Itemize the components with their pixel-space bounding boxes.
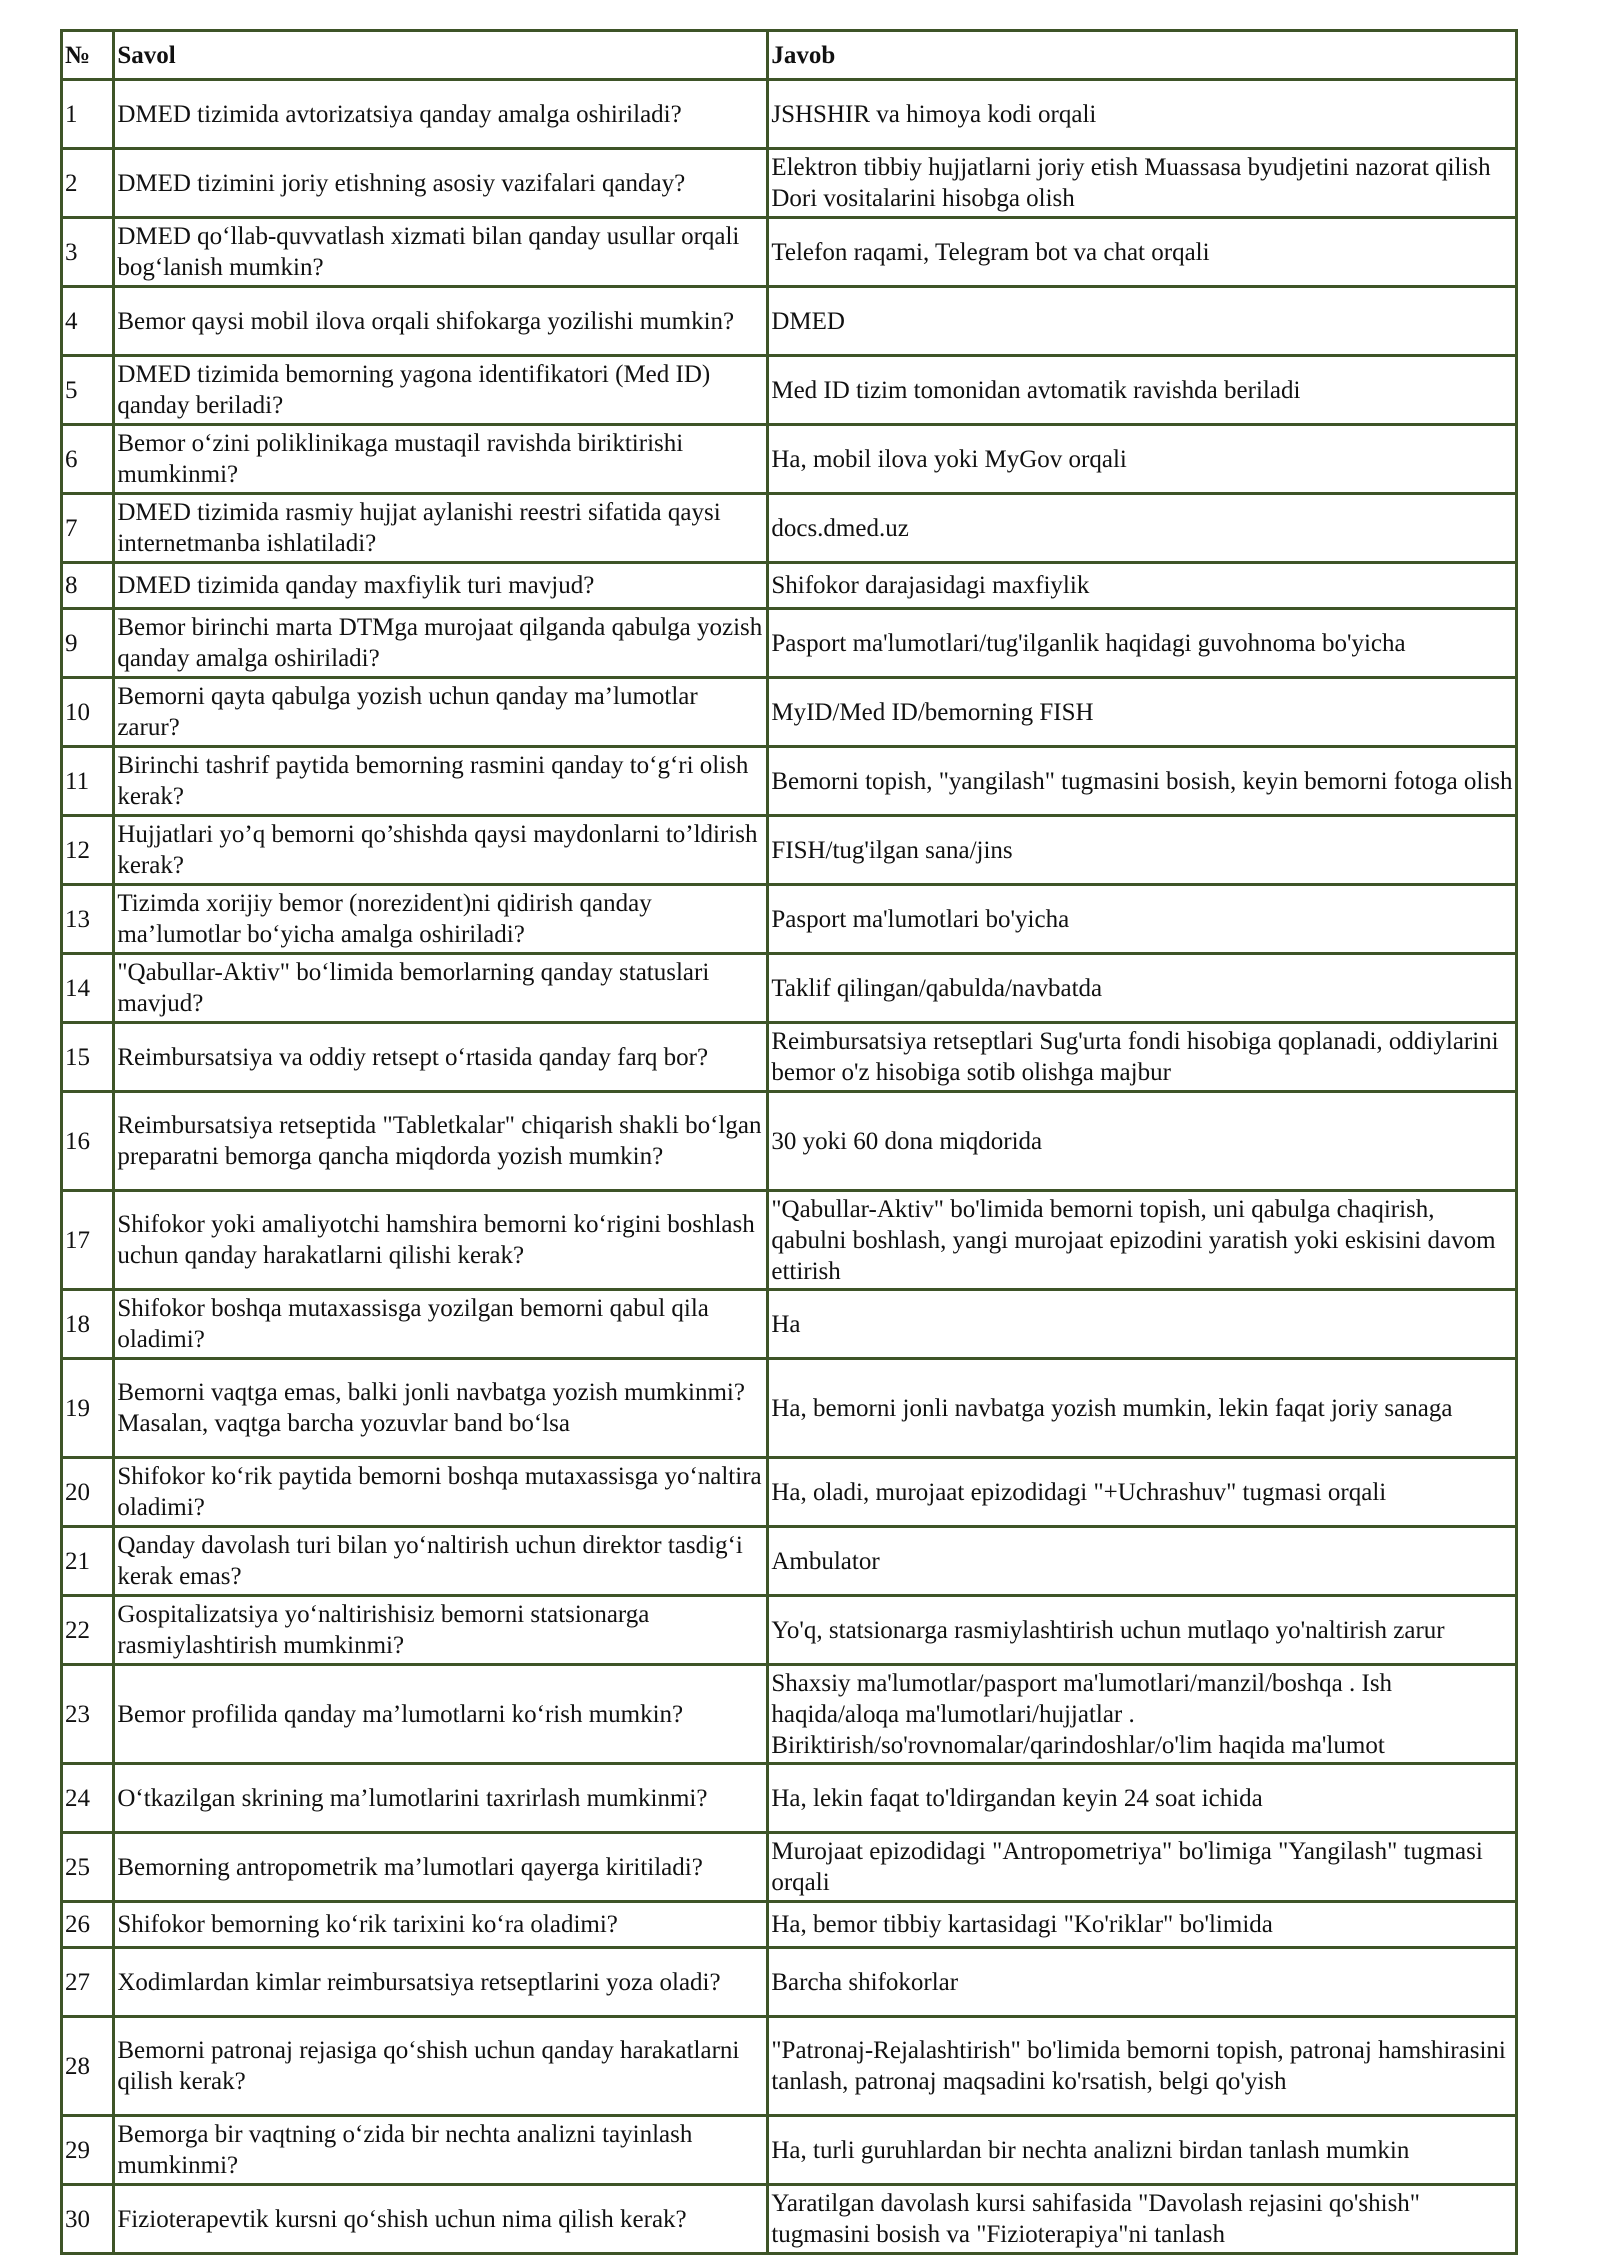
answer-cell: Bemorni topish, "yangilash" tugmasini bosish, keyin bemorni fotoga olish — [768, 747, 1517, 816]
answer-cell: Yaratilgan davolash kursi sahifasida "Davolash rejasini qo'shish" tugmasini bosish va "Fizioterapiya"ni tanlash — [768, 2185, 1517, 2254]
answer-cell: Telefon raqami, Telegram bot va chat orqali — [768, 218, 1517, 287]
table-row — [62, 2185, 1517, 2254]
header-number: № — [62, 31, 114, 80]
answer-cell: "Qabullar-Aktiv" bo'limida bemorni topish, uni qabulga chaqirish, qabulni boshlash, yangi murojaat epizodini yaratish yoki eskisini davom ettirish — [768, 1191, 1517, 1290]
answer-cell: JSHSHIR va himoya kodi orqali — [768, 80, 1517, 149]
answer-cell: Ha, bemor tibbiy kartasidagi "Ko'riklar" bo'limida — [768, 1902, 1517, 1948]
row-number: 2 — [62, 149, 114, 218]
answer-cell: FISH/tug'ilgan sana/jins — [768, 816, 1517, 885]
question-cell: "Qabullar-Aktiv" bo‘limida bemorlarning qanday statuslari mavjud? — [114, 954, 768, 1023]
answer-cell: Shaxsiy ma'lumotlar/pasport ma'lumotlari/manzil/boshqa . Ish haqida/aloqa ma'lumotlari/hujjatlar . Biriktirish/so'rovnomalar/qarindoshlar/o'lim haqida ma'lumot — [768, 1665, 1517, 1764]
table-row — [62, 2116, 1517, 2185]
header-question: Savol — [114, 31, 768, 80]
answer-cell: Ha, bemorni jonli navbatga yozish mumkin, lekin faqat joriy sanaga — [768, 1359, 1517, 1458]
row-number: 25 — [62, 1833, 114, 1902]
table-row — [62, 747, 1517, 816]
answer-cell: Pasport ma'lumotlari bo'yicha — [768, 885, 1517, 954]
table-row — [62, 2017, 1517, 2116]
table-row — [62, 1948, 1517, 2017]
table-row — [62, 1458, 1517, 1527]
row-number: 20 — [62, 1458, 114, 1527]
table-body — [62, 80, 1517, 2254]
question-cell: Gospitalizatsiya yo‘naltirishisiz bemorni statsionarga rasmiylashtirish mumkinmi? — [114, 1596, 768, 1665]
answer-cell: Reimbursatsiya retseptlari Sug'urta fondi hisobiga qoplanadi, oddiylarini bemor o'z hisobiga sotib olishga majbur — [768, 1023, 1517, 1092]
table-row — [62, 1290, 1517, 1359]
question-cell: Bemor birinchi marta DTMga murojaat qilganda qabulga yozish qanday amalga oshiriladi? — [114, 609, 768, 678]
row-number: 6 — [62, 425, 114, 494]
row-number: 5 — [62, 356, 114, 425]
answer-cell: DMED — [768, 287, 1517, 356]
answer-cell: Ambulator — [768, 1527, 1517, 1596]
answer-cell: Ha, oladi, murojaat epizodidagi "+Uchrashuv" tugmasi orqali — [768, 1458, 1517, 1527]
answer-cell: Taklif qilingan/qabulda/navbatda — [768, 954, 1517, 1023]
question-cell: Shifokor bemorning ko‘rik tarixini ko‘ra oladimi? — [114, 1902, 768, 1948]
answer-cell: Ha — [768, 1290, 1517, 1359]
answer-cell: Barcha shifokorlar — [768, 1948, 1517, 2017]
question-cell: DMED tizimini joriy etishning asosiy vazifalari qanday? — [114, 149, 768, 218]
question-cell: Shifokor yoki amaliyotchi hamshira bemorni ko‘rigini boshlash uchun qanday harakatlarni qilishi kerak? — [114, 1191, 768, 1290]
row-number: 18 — [62, 1290, 114, 1359]
question-cell: Tizimda xorijiy bemor (norezident)ni qidirish qanday ma’lumotlar bo‘yicha amalga oshiriladi? — [114, 885, 768, 954]
answer-cell: MyID/Med ID/bemorning FISH — [768, 678, 1517, 747]
table-row — [62, 885, 1517, 954]
question-cell: Shifokor boshqa mutaxassisga yozilgan bemorni qabul qila oladimi? — [114, 1290, 768, 1359]
row-number: 24 — [62, 1764, 114, 1833]
question-cell: Bemorning antropometrik ma’lumotlari qayerga kiritiladi? — [114, 1833, 768, 1902]
answer-cell: "Patronaj-Rejalashtirish" bo'limida bemorni topish, patronaj hamshirasini tanlash, patronaj maqsadini ko'rsatish, belgi qo'yish — [768, 2017, 1517, 2116]
question-cell: O‘tkazilgan skrining ma’lumotlarini taxrirlash mumkinmi? — [114, 1764, 768, 1833]
question-cell: Bemorni vaqtga emas, balki jonli navbatga yozish mumkinmi? Masalan, vaqtga barcha yozuvlar band bo‘lsa — [114, 1359, 768, 1458]
question-cell: Hujjatlari yo’q bemorni qo’shishda qaysi maydonlarni to’ldirish kerak? — [114, 816, 768, 885]
question-cell: Bemor qaysi mobil ilova orqali shifokarga yozilishi mumkin? — [114, 287, 768, 356]
answer-cell: Yo'q, statsionarga rasmiylashtirish uchun mutlaqo yo'naltirish zarur — [768, 1596, 1517, 1665]
answer-cell: docs.dmed.uz — [768, 494, 1517, 563]
table-row — [62, 1833, 1517, 1902]
row-number: 15 — [62, 1023, 114, 1092]
question-cell: Shifokor ko‘rik paytida bemorni boshqa mutaxassisga yo‘naltira oladimi? — [114, 1458, 768, 1527]
table-row — [62, 494, 1517, 563]
answer-cell: Pasport ma'lumotlari/tug'ilganlik haqidagi guvohnoma bo'yicha — [768, 609, 1517, 678]
table-row — [62, 287, 1517, 356]
table-row — [62, 218, 1517, 287]
question-cell: Bemorni qayta qabulga yozish uchun qanday ma’lumotlar zarur? — [114, 678, 768, 747]
table-row — [62, 609, 1517, 678]
answer-cell: Ha, mobil ilova yoki MyGov orqali — [768, 425, 1517, 494]
answer-cell: Shifokor darajasidagi maxfiylik — [768, 563, 1517, 609]
row-number: 10 — [62, 678, 114, 747]
header-answer: Javob — [768, 31, 1517, 80]
question-cell: Bemorni patronaj rejasiga qo‘shish uchun qanday harakatlarni qilish kerak? — [114, 2017, 768, 2116]
answer-cell: Murojaat epizodidagi "Antropometriya" bo'limiga "Yangilash" tugmasi orqali — [768, 1833, 1517, 1902]
row-number: 21 — [62, 1527, 114, 1596]
answer-cell: Ha, lekin faqat to'ldirgandan keyin 24 soat ichida — [768, 1764, 1517, 1833]
answer-cell: 30 yoki 60 dona miqdorida — [768, 1092, 1517, 1191]
table-row — [62, 425, 1517, 494]
question-cell: DMED tizimida qanday maxfiylik turi mavjud? — [114, 563, 768, 609]
table-row — [62, 563, 1517, 609]
row-number: 13 — [62, 885, 114, 954]
table-row — [62, 1665, 1517, 1764]
row-number: 8 — [62, 563, 114, 609]
table-row — [62, 1596, 1517, 1665]
row-number: 27 — [62, 1948, 114, 2017]
row-number: 30 — [62, 2185, 114, 2254]
question-cell: DMED qo‘llab-quvvatlash xizmati bilan qanday usullar orqali bog‘lanish mumkin? — [114, 218, 768, 287]
question-cell: Xodimlardan kimlar reimbursatsiya retseptlarini yoza oladi? — [114, 1948, 768, 2017]
question-cell: Bemor profilida qanday ma’lumotlarni ko‘rish mumkin? — [114, 1665, 768, 1764]
question-cell: DMED tizimida bemorning yagona identifikatori (Med ID) qanday beriladi? — [114, 356, 768, 425]
row-number: 1 — [62, 80, 114, 149]
table-row — [62, 356, 1517, 425]
table-row — [62, 816, 1517, 885]
row-number: 12 — [62, 816, 114, 885]
question-cell: Reimbursatsiya va oddiy retsept o‘rtasida qanday farq bor? — [114, 1023, 768, 1092]
row-number: 29 — [62, 2116, 114, 2185]
question-cell: Fizioterapevtik kursni qo‘shish uchun nima qilish kerak? — [114, 2185, 768, 2254]
table-row — [62, 678, 1517, 747]
question-cell: Birinchi tashrif paytida bemorning rasmini qanday to‘g‘ri olish kerak? — [114, 747, 768, 816]
answer-cell: Elektron tibbiy hujjatlarni joriy etish Muassasa byudjetini nazorat qilish Dori vositalarini hisobga olish — [768, 149, 1517, 218]
answer-cell: Med ID tizim tomonidan avtomatik ravishda beriladi — [768, 356, 1517, 425]
row-number: 3 — [62, 218, 114, 287]
table-row — [62, 1902, 1517, 1948]
row-number: 14 — [62, 954, 114, 1023]
table-row — [62, 1359, 1517, 1458]
header-row — [62, 31, 1517, 80]
row-number: 4 — [62, 287, 114, 356]
table-row — [62, 1092, 1517, 1191]
row-number: 16 — [62, 1092, 114, 1191]
table-row — [62, 80, 1517, 149]
table-row — [62, 1191, 1517, 1290]
question-cell: Reimbursatsiya retseptida "Tabletkalar" chiqarish shakli bo‘lgan preparatni bemorga qancha miqdorda yozish mumkin? — [114, 1092, 768, 1191]
row-number: 7 — [62, 494, 114, 563]
row-number: 23 — [62, 1665, 114, 1764]
question-cell: Bemor o‘zini poliklinikaga mustaqil ravishda biriktirishi mumkinmi? — [114, 425, 768, 494]
row-number: 26 — [62, 1902, 114, 1948]
table-row — [62, 1023, 1517, 1092]
row-number: 17 — [62, 1191, 114, 1290]
table-row — [62, 149, 1517, 218]
row-number: 28 — [62, 2017, 114, 2116]
row-number: 19 — [62, 1359, 114, 1458]
table-row — [62, 1764, 1517, 1833]
row-number: 22 — [62, 1596, 114, 1665]
question-cell: DMED tizimida rasmiy hujjat aylanishi reestri sifatida qaysi internetmanba ishlatiladi? — [114, 494, 768, 563]
row-number: 11 — [62, 747, 114, 816]
question-cell: Qanday davolash turi bilan yo‘naltirish uchun direktor tasdig‘i kerak emas? — [114, 1527, 768, 1596]
answer-cell: Ha, turli guruhlardan bir nechta analizni birdan tanlash mumkin — [768, 2116, 1517, 2185]
qa-table — [60, 29, 1518, 2255]
question-cell: Bemorga bir vaqtning o‘zida bir nechta analizni tayinlash mumkinmi? — [114, 2116, 768, 2185]
table-row — [62, 954, 1517, 1023]
table-row — [62, 1527, 1517, 1596]
row-number: 9 — [62, 609, 114, 678]
question-cell: DMED tizimida avtorizatsiya qanday amalga oshiriladi? — [114, 80, 768, 149]
